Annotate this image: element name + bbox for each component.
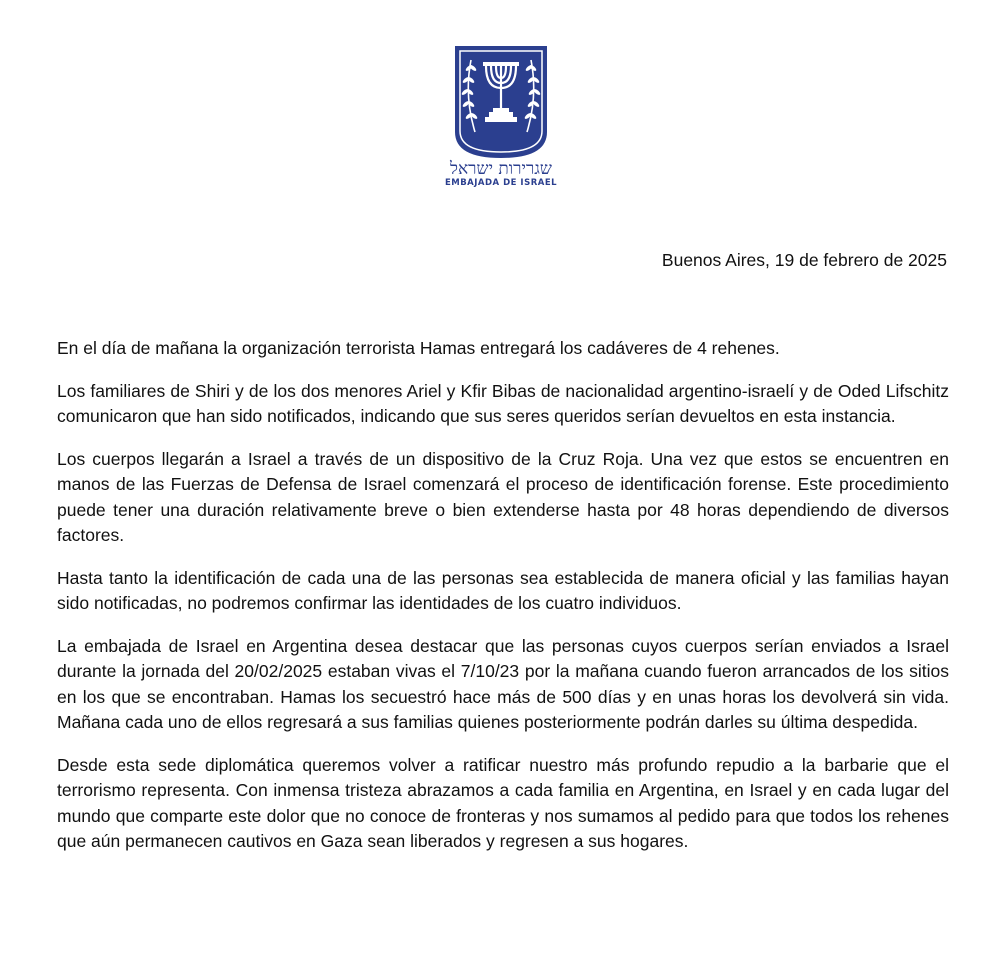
paragraph-1: En el día de mañana la organización terrorista Hamas entregará los cadáveres de 4 rehenes. xyxy=(57,338,780,358)
embassy-hebrew-name: שגרירות ישראל xyxy=(450,159,552,179)
letterhead xyxy=(436,44,566,188)
paragraph-5: La embajada de Israel en Argentina desea destacar que las personas cuyos cuerpos serían enviados a Israel durante la jornada del 20/02/2025 estaban vivas el 7/10/23 por la mañana cuando fueron arrancados de los sitios en los que se encontraban. Hamas los secuestró hace más de 500 días y en unas horas los devolverá sin vida. Mañana cada uno de ellos regresará a sus familias quienes posteriormente podrán darles su última despedida. xyxy=(57,635,949,732)
embassy-name: EMBAJADA DE ISRAEL xyxy=(444,178,558,188)
paragraph-4: Hasta tanto la identificación de cada una de las personas sea establecida de manera oficial y las familias hayan sido notificadas, no podremos confirmar las identidades de los cuatro individuos. xyxy=(57,567,949,613)
dateline: Buenos Aires, 19 de febrero de 2025 xyxy=(661,250,947,270)
paragraph-2: Los familiares de Shiri y de los dos menores Ariel y Kfir Bibas de nacionalidad argentino-israelí y de Oded Lifschitz comunicaron que han sido notificados, indicando que sus seres queridos serían devueltos en esta instancia. xyxy=(57,380,949,426)
paragraph-3: Los cuerpos llegarán a Israel a través de un dispositivo de la Cruz Roja. Una vez que estos se encuentren en manos de las Fuerzas de Defensa de Israel comenzará el proceso de identificación forense. Este procedimiento puede tener una duración relativamente breve o bien extenderse hasta por 48 horas dependiendo de diversos factores. xyxy=(57,448,949,545)
paragraph-6: Desde esta sede diplomática queremos volver a ratificar nuestro más profundo repudio a la barbarie que el terrorismo representa. Con inmensa tristeza abrazamos a cada familia en Argentina, en Israel y en cada lugar del mundo que comparte este dolor que no conoce de fronteras y nos sumamos al pedido para que todos los rehenes que aún permanecen cautivos en Gaza sean liberados y regresen a sus hogares. xyxy=(57,754,949,851)
letter-body xyxy=(57,336,949,872)
emblem-of-israel-icon xyxy=(453,44,549,160)
